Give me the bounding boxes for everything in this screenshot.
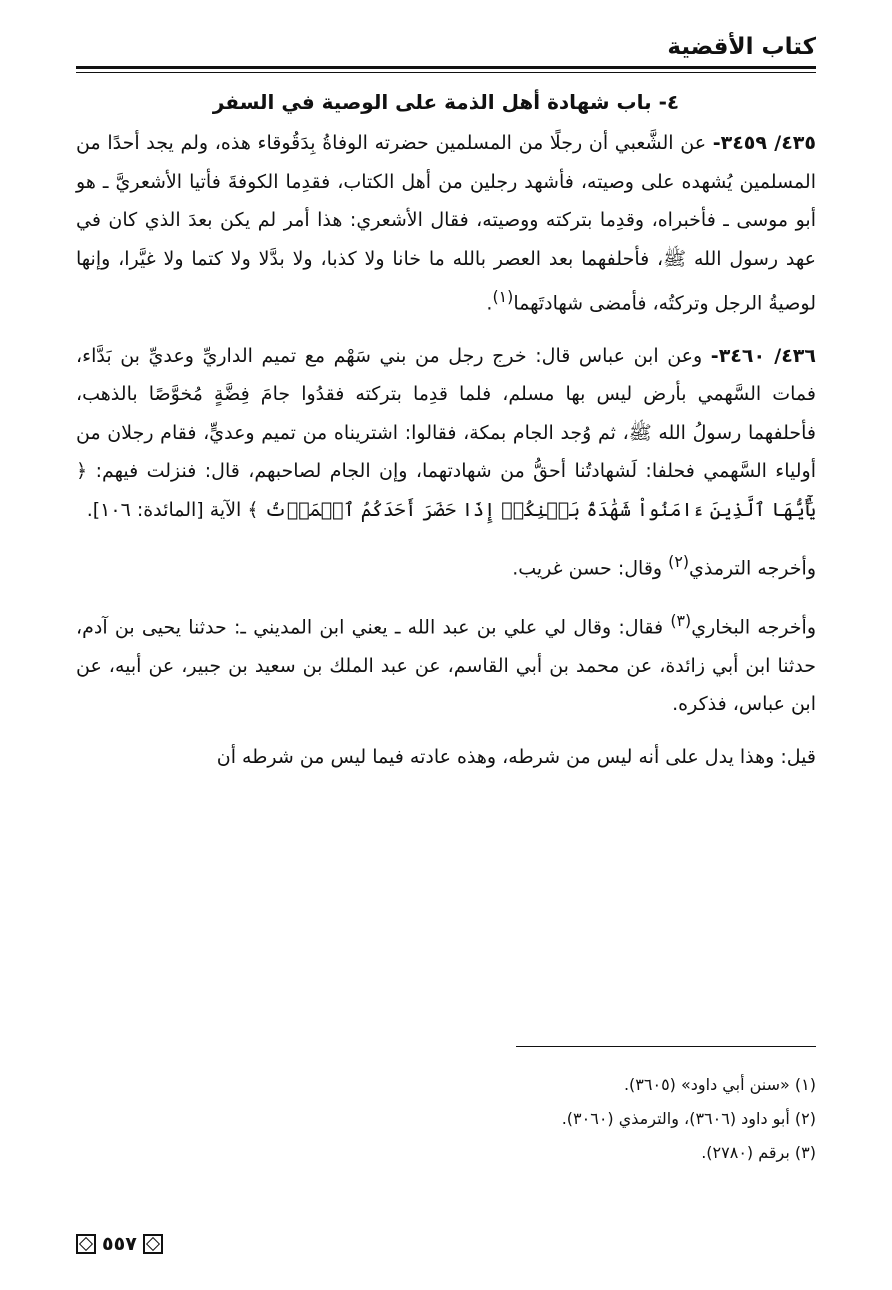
footnote-number: (١) [794, 1075, 816, 1094]
footnote-number: (٢) [794, 1109, 816, 1128]
footnote [76, 1068, 816, 1102]
running-header: كتاب الأقضية [667, 34, 816, 60]
footnote-ref: (٢) [668, 552, 690, 572]
commentary: قيل: وهذا يدل على أنه ليس من شرطه، وهذه عادته فيما ليس من شرطه أن [216, 745, 816, 768]
footnote-number: (٣) [794, 1143, 816, 1162]
chapter-heading: ٤- باب شهادة أهل الذمة على الوصية في السفر [212, 90, 680, 114]
ornament-icon [143, 1234, 163, 1254]
footnote-separator [516, 1046, 816, 1047]
page-number-text: ٥٥٧ [102, 1233, 137, 1255]
footnote-text: أبو داود (٣٦٠٦)، والترمذي (٣٠٦٠). [561, 1109, 790, 1128]
page-number [76, 1233, 163, 1255]
footnote [76, 1136, 816, 1170]
quran-verse: ﴿ يَٰٓأَيُّهَا ٱلَّذِينَ ءَامَنُواْ شَهَٰدَةُ بَيۡنِكُمۡ إِذَا حَضَرَ أَحَدَكُمُ ٱلۡمَوۡتُ ﴾ [76, 460, 816, 521]
takhrij-text-2: فقال: وقال لي علي بن عبد الله ـ يعني ابن المديني ـ: حدثنا يحيى بن آدم، حدثنا ابن أبي زائدة، عن محمد بن أبي القاسم، عن عبد الملك بن سعيد بن جبير، عن أبيه، عن ابن عباس، فذكره. [76, 616, 816, 716]
verse-reference: الآية [المائدة: ١٠٦]. [86, 498, 242, 521]
takhrij-tirmidhi [76, 543, 816, 588]
ornament-icon [76, 1234, 96, 1254]
takhrij-text: وأخرجه البخاري [691, 616, 816, 639]
takhrij-text: وأخرجه الترمذي [689, 557, 816, 580]
hadith-end: . [486, 292, 493, 315]
header-rule [76, 66, 816, 69]
footnote-ref: (٣) [670, 611, 692, 631]
takhrij-bukhari [76, 602, 816, 724]
takhrij-text-2: وقال: حسن غريب. [512, 557, 663, 580]
footnote-ref: (١) [492, 287, 514, 306]
hadith-text: عن الشَّعبي أن رجلًا من المسلمين حضرته الوفاةُ بِدَقُوقاء هذه، ولم يجد أحدًا من المسلمين يُشهده على وصيته، فأشهد رجلين من أهل الكتاب، فقدِما الكوفةَ فأتيا الأشعريَّ ـ هو أبو موسى ـ فأخبراه، وقدِما بتركته ووصيته، فقال الأشعري: هذا أمر لم يكن بعدَ الذي كان في عهد رسول الله ﷺ، فأحلفهما بعد العصر بالله ما خانا ولا كذبا، ولا بدَّلا ولا كتما ولا غيَّرا، وإنها لوصيةُ الرجل وتركتُه، فأمضى شهادتَهما [76, 132, 816, 315]
footnote-text: برقم (٢٧٨٠). [701, 1143, 790, 1162]
footnote-text: «سنن أبي داود» (٣٦٠٥). [623, 1075, 790, 1094]
main-text [76, 84, 816, 790]
hadith-text: وعن ابن عباس قال: خرج رجل من بني سَهْم مع تميم الداريِّ وعديِّ بن بَدَّاء، فمات السَّهمي بأرض ليس بها مسلم، فلما قدِما بتركته فقدُوا جامَ فِضَّةٍ مُخوَّصًا بالذهب، فأحلفهما رسولُ الله ﷺ، ثم وُجد الجام بمكة، فقالوا: اشتريناه من تميم وعديٍّ، فقام رجلان من أولياء السَّهمي فحلفا: لَشهادتُنا أحقُّ من شهادتهما، وإن الجام لصاحبهم، قال: فنزلت فيهم: [76, 344, 816, 483]
hadith-number: ٤٣٦/ ٣٤٦٠- [710, 344, 816, 367]
header-rule-thin [76, 72, 816, 73]
footnote [76, 1102, 816, 1136]
hadith-435 [76, 124, 816, 323]
footnotes [76, 1068, 816, 1170]
hadith-number: ٤٣٥/ ٣٤٥٩- [712, 132, 816, 154]
hadith-436 [76, 337, 816, 530]
